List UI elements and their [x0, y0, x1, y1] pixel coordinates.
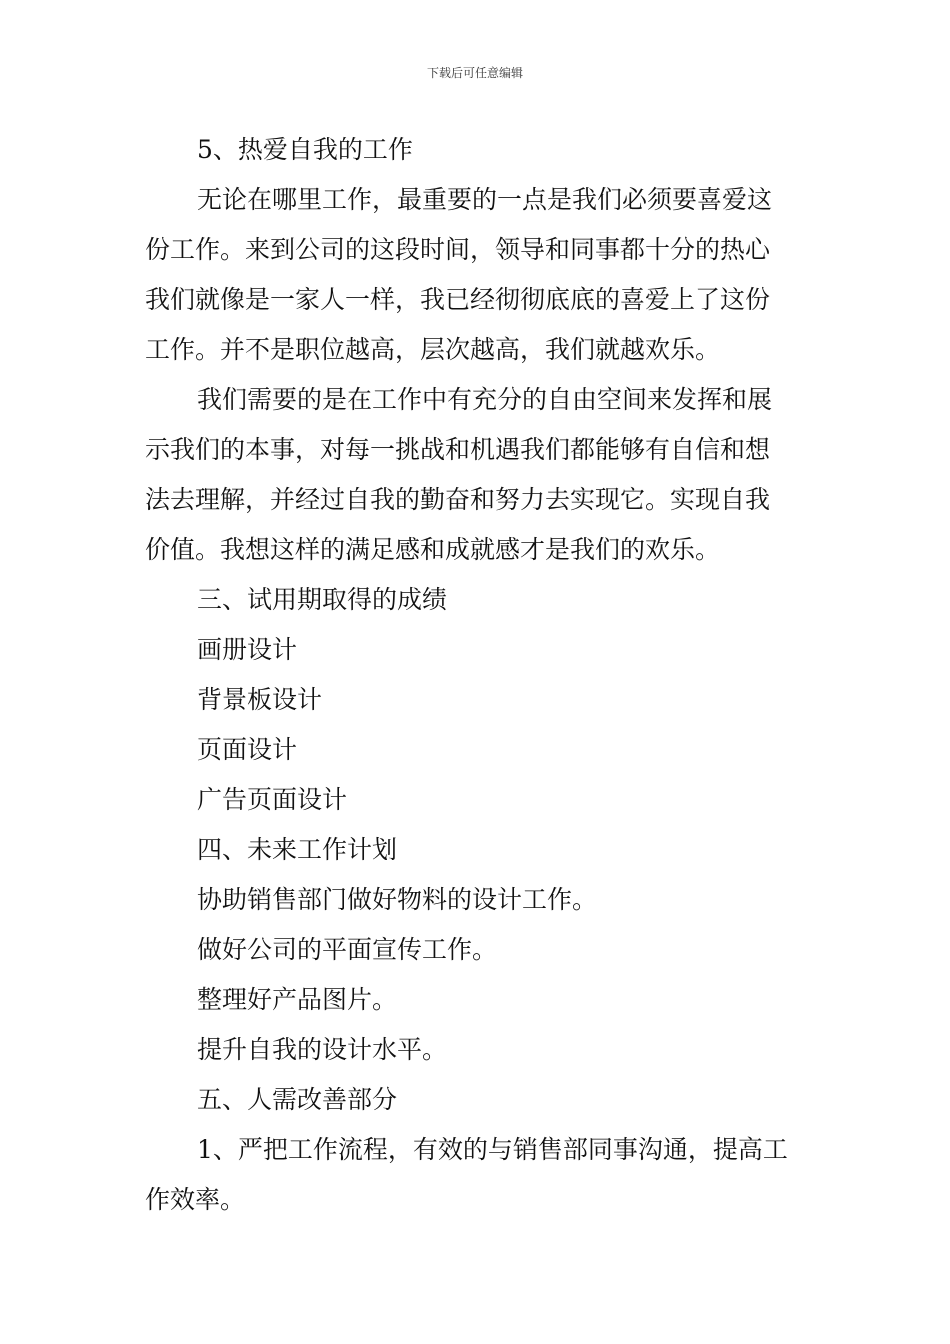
paragraph-line: 价值。我想这样的满足感和成就感才是我们的欢乐。 — [145, 535, 721, 564]
section-heading-love-work: 5、热爱自我的工作 — [197, 135, 413, 164]
section-heading-improvement: 五、人需改善部分 — [197, 1085, 398, 1114]
paragraph-line: 法去理解，并经过自我的勤奋和努力去实现它。实现自我 — [145, 485, 771, 514]
paragraph-line: 无论在哪里工作，最重要的一点是我们必须要喜爱这 — [197, 185, 773, 214]
list-item: 背景板设计 — [197, 685, 323, 714]
page-header: 下载后可任意编辑 — [426, 66, 523, 80]
list-item: 画册设计 — [197, 635, 298, 664]
list-item: 广告页面设计 — [197, 785, 348, 814]
section-heading-future-plan: 四、未来工作计划 — [197, 835, 398, 864]
paragraph-line: 示我们的本事，对每一挑战和机遇我们都能够有自信和想 — [145, 435, 771, 464]
list-item: 提升自我的设计水平。 — [197, 1035, 448, 1064]
paragraph-line: 我们就像是一家人一样，我已经彻彻底底的喜爱上了这份 — [145, 285, 771, 314]
list-item: 协助销售部门做好物料的设计工作。 — [197, 885, 598, 914]
document-body — [145, 125, 807, 1225]
paragraph-line: 份工作。来到公司的这段时间，领导和同事都十分的热心 — [145, 235, 771, 264]
section-heading-achievements: 三、试用期取得的成绩 — [197, 585, 448, 614]
paragraph-line: 工作。并不是职位越高，层次越高，我们就越欢乐。 — [145, 335, 721, 364]
paragraph-line: 1、严把工作流程，有效的与销售部同事沟通，提高工 — [197, 1135, 788, 1164]
list-item: 页面设计 — [197, 735, 298, 764]
list-item: 整理好产品图片。 — [197, 985, 398, 1014]
list-item: 做好公司的平面宣传工作。 — [197, 935, 498, 964]
paragraph-line: 我们需要的是在工作中有充分的自由空间来发挥和展 — [197, 385, 773, 414]
paragraph-line: 作效率。 — [145, 1185, 246, 1214]
